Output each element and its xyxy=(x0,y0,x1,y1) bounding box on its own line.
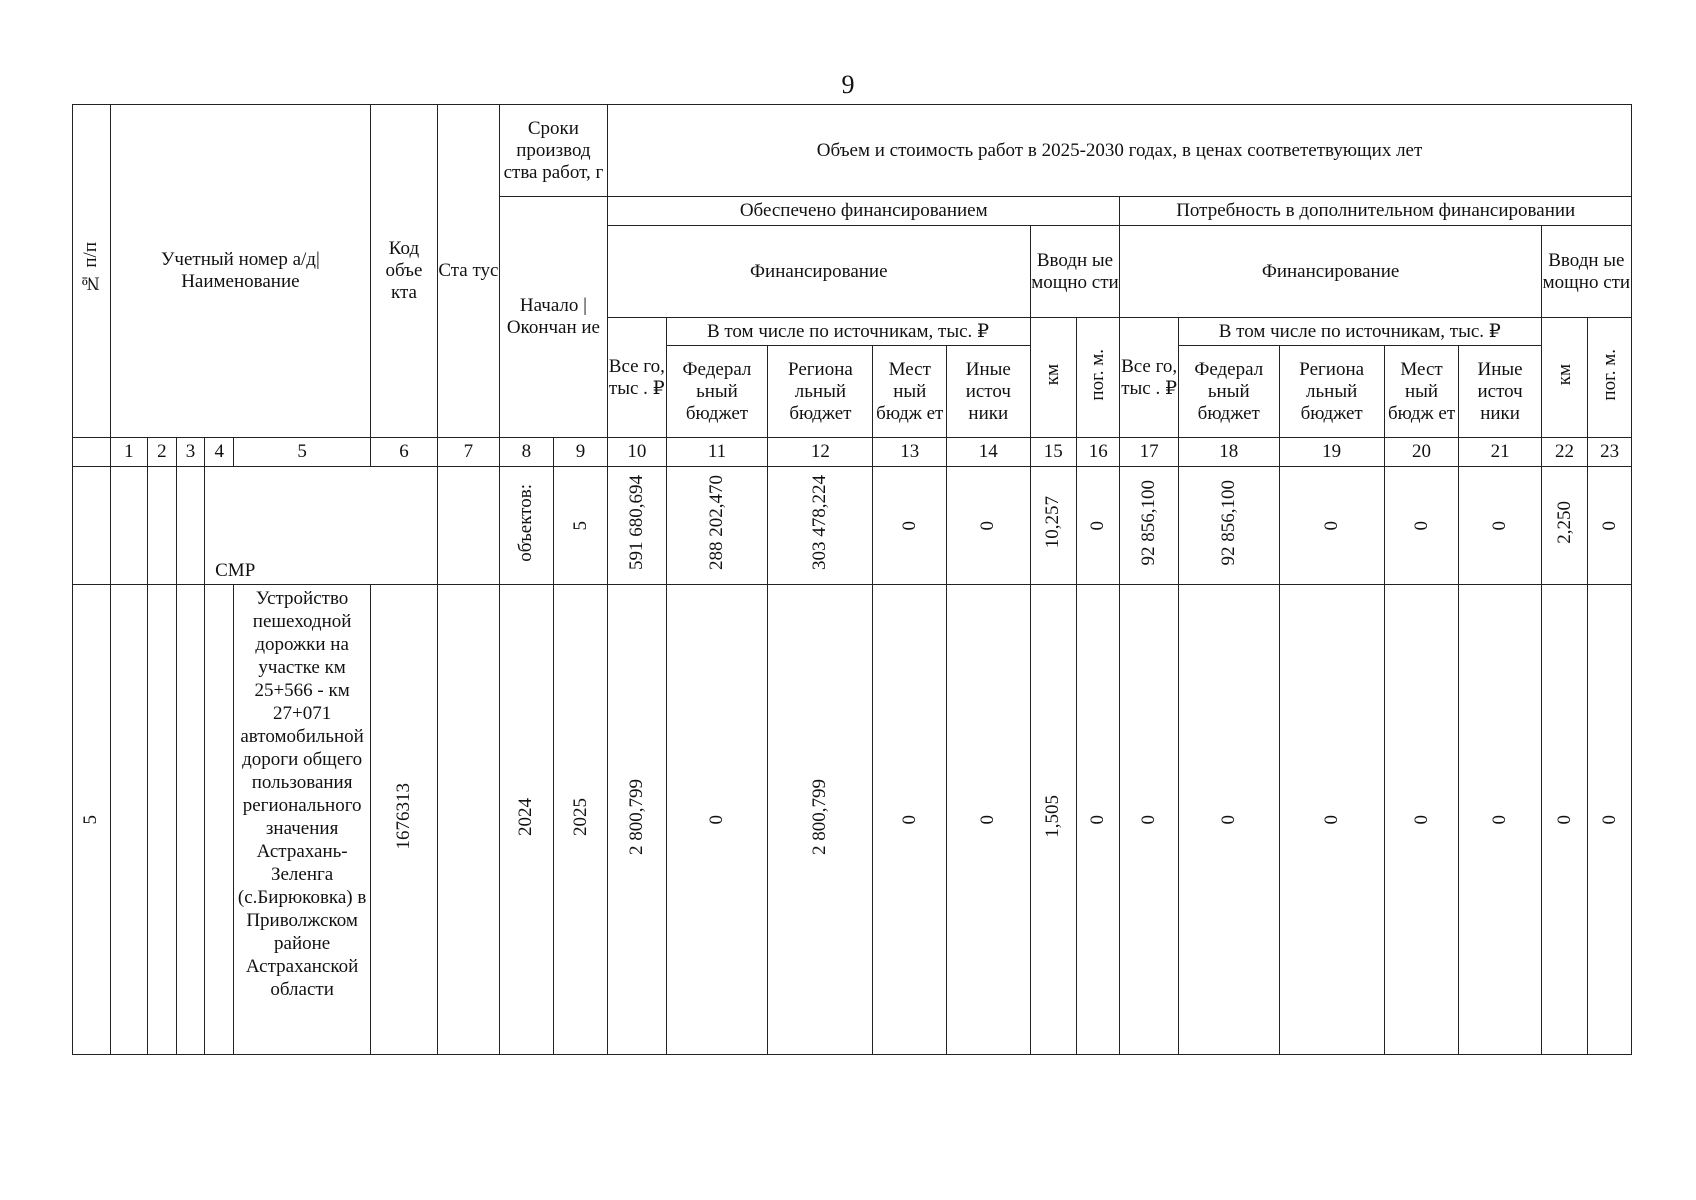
header-volume-cost: Объем и стоимость работ в 2025-2030 годах, в ценах соответетвующих лет xyxy=(608,105,1632,197)
header-local-need: Мест ный бюдж ет xyxy=(1384,346,1459,438)
item-local-provided: 0 xyxy=(898,815,920,825)
column-number: 19 xyxy=(1279,438,1384,467)
item-regional-need: 0 xyxy=(1320,815,1342,825)
column-number: 13 xyxy=(873,438,947,467)
header-input-capacity-need: Вводн ые мощно сти xyxy=(1541,226,1631,318)
header-provided: Обеспечено финансированием xyxy=(608,197,1120,226)
summary-local-need: 0 xyxy=(1410,521,1432,531)
column-number: 2 xyxy=(147,438,176,467)
column-number: 8 xyxy=(499,438,553,467)
table-row xyxy=(73,585,1632,1055)
item-code: 1676313 xyxy=(392,783,414,850)
item-local-need: 0 xyxy=(1410,815,1432,825)
column-number: 9 xyxy=(553,438,607,467)
header-account-name: Учетный номер а/д| Наименование xyxy=(110,105,370,438)
item-km-provided: 1,505 xyxy=(1042,795,1064,838)
header-terms: Сроки производ ства работ, г xyxy=(499,105,607,197)
header-total-need: Все го, тыс . ₽ xyxy=(1120,318,1178,438)
column-number: 5 xyxy=(234,438,371,467)
summary-regional-need: 0 xyxy=(1320,521,1342,531)
column-number: 17 xyxy=(1120,438,1178,467)
item-other-provided: 0 xyxy=(977,815,999,825)
item-other-need: 0 xyxy=(1489,815,1511,825)
header-local-provided: Мест ный бюдж ет xyxy=(873,346,947,438)
column-number: 23 xyxy=(1588,438,1632,467)
item-km-need: 0 xyxy=(1553,815,1575,825)
item-total-provided: 2 800,799 xyxy=(625,778,647,855)
summary-km-need: 2,250 xyxy=(1553,501,1575,544)
works-table xyxy=(72,104,1632,1055)
header-federal-provided: Федерал ьный бюджет xyxy=(666,346,768,438)
summary-regional-provided: 303 478,224 xyxy=(809,475,831,570)
header-total-provided: Все го, тыс . ₽ xyxy=(608,318,666,438)
column-number: 4 xyxy=(205,438,234,467)
header-regional-provided: Региона льный бюджет xyxy=(768,346,873,438)
header-financing-need: Финансирование xyxy=(1120,226,1541,318)
item-status xyxy=(438,585,500,1055)
header-pogm-provided: пог. м. xyxy=(1077,318,1120,438)
header-regional-need: Региона льный бюджет xyxy=(1279,346,1384,438)
item-regional-provided: 2 800,799 xyxy=(809,778,831,855)
item-total-need: 0 xyxy=(1138,815,1160,825)
column-number: 1 xyxy=(110,438,147,467)
item-federal-need: 0 xyxy=(1217,815,1239,825)
column-number: 21 xyxy=(1459,438,1541,467)
header-federal-need: Федерал ьный бюджет xyxy=(1178,346,1279,438)
column-number: 12 xyxy=(768,438,873,467)
column-numbers-row xyxy=(73,438,1632,467)
header-financing-provided: Финансирование xyxy=(608,226,1030,318)
column-number: 10 xyxy=(608,438,666,467)
column-number: 22 xyxy=(1541,438,1588,467)
summary-objects-label: объектов: xyxy=(515,483,537,562)
summary-federal-provided: 288 202,470 xyxy=(705,475,727,570)
column-number: 16 xyxy=(1077,438,1120,467)
summary-federal-need: 92 856,100 xyxy=(1217,479,1239,566)
column-number: 20 xyxy=(1384,438,1459,467)
header-object-code: Код объе кта xyxy=(370,105,437,438)
item-name: Устройство пешеходной дорожки на участке км 25+566 - км 27+071 автомобильной дороги общего пользования регионального значения Астрахань-Зеленга (с.Бирюковка) в Приволжском районе Астраханской области xyxy=(234,585,371,1055)
column-number: 11 xyxy=(666,438,768,467)
item-npp: 5 xyxy=(80,815,102,825)
item-end: 2025 xyxy=(569,797,591,836)
header-pogm-need: пог. м. xyxy=(1588,318,1632,438)
header-need-additional: Потребность в дополнительном финансировании xyxy=(1120,197,1632,226)
column-number-blank xyxy=(73,438,111,467)
column-number: 14 xyxy=(947,438,1030,467)
summary-total-need: 92 856,100 xyxy=(1138,479,1160,566)
header-start-end: Начало | Окончан ие xyxy=(499,197,607,438)
item-pogm-need: 0 xyxy=(1598,815,1620,825)
item-start: 2024 xyxy=(515,797,537,836)
summary-km-provided: 10,257 xyxy=(1042,496,1064,549)
item-federal-provided: 0 xyxy=(705,815,727,825)
header-other-need: Иные источ ники xyxy=(1459,346,1541,438)
summary-other-provided: 0 xyxy=(977,521,999,531)
summary-pogm-provided: 0 xyxy=(1087,521,1109,531)
header-km-need: км xyxy=(1541,318,1588,438)
header-by-sources-need: В том числе по источникам, тыс. ₽ xyxy=(1178,318,1541,346)
header-km-provided: км xyxy=(1030,318,1077,438)
summary-objects-count: 5 xyxy=(569,521,591,531)
item-pogm-provided: 0 xyxy=(1087,815,1109,825)
header-other-provided: Иные источ ники xyxy=(947,346,1030,438)
summary-local-provided: 0 xyxy=(898,521,920,531)
header-input-capacity-provided: Вводн ые мощно сти xyxy=(1030,226,1120,318)
summary-other-need: 0 xyxy=(1489,521,1511,531)
summary-label: СМР xyxy=(205,467,438,585)
page-number: 9 xyxy=(841,70,855,99)
column-number: 3 xyxy=(176,438,204,467)
summary-row xyxy=(73,467,1632,585)
column-number: 18 xyxy=(1178,438,1279,467)
summary-pogm-need: 0 xyxy=(1598,521,1620,531)
header-by-sources-provided: В том числе по источникам, тыс. ₽ xyxy=(666,318,1030,346)
column-number: 15 xyxy=(1030,438,1077,467)
header-npp: № п/п xyxy=(73,105,111,438)
column-number: 6 xyxy=(370,438,437,467)
header-status: Ста тус xyxy=(438,105,500,438)
column-number: 7 xyxy=(438,438,500,467)
summary-total-provided: 591 680,694 xyxy=(625,475,647,570)
